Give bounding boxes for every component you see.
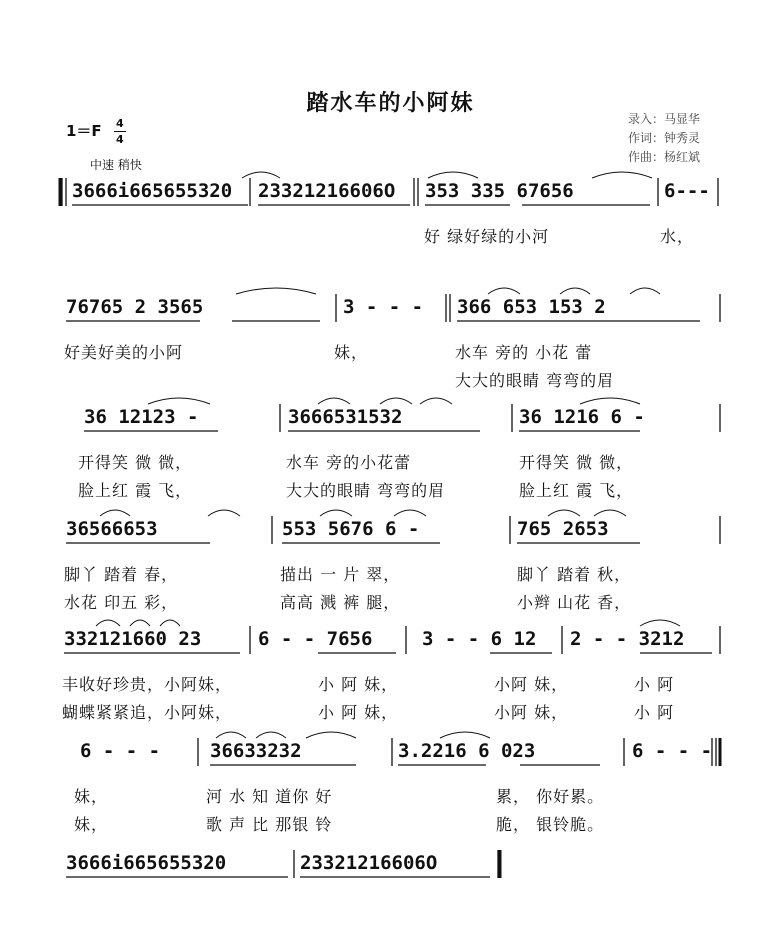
lyric-s6-6: 脆， 银铃脆。 [496, 815, 605, 834]
lyric-s4-5: 高高 溅 裤 腿， [280, 593, 401, 612]
slur [148, 398, 210, 404]
lyric-s3-3: 开得笑 微 微， [519, 453, 634, 472]
slur [208, 510, 240, 516]
lyric-s6-2: 河 水 知 道你 好 [206, 787, 333, 806]
notes-s2-m3: 366 653 153 2 [457, 296, 606, 318]
lyric-s6-1: 妹， [74, 787, 109, 806]
lyric-s6-4: 妹， [74, 815, 109, 834]
credit-recorder: 录入：马显华 [628, 112, 701, 126]
notes-s6-m4: 6 - - - [632, 740, 713, 762]
notes-s3-m2: 3666531532 [288, 406, 403, 428]
slur [130, 620, 150, 626]
lyric-s3-1: 开得笑 微 微， [78, 453, 193, 472]
slur [318, 398, 350, 404]
notes-s5-m1: 332121660 23 [64, 628, 202, 650]
slur [488, 288, 520, 294]
slur [242, 172, 280, 178]
slur [306, 732, 356, 738]
notes-s3-m1: 36 12123 - [84, 406, 199, 428]
slur [256, 732, 286, 738]
time-signature-top: 4 [116, 117, 124, 130]
tempo-marking: 中速 稍快 [90, 158, 142, 172]
slur [100, 510, 130, 516]
lyric-s1-2: 水， [660, 227, 695, 246]
lyric-s5-7: 小阿 妹， [494, 703, 569, 722]
slur [216, 732, 246, 738]
lyric-s5-8: 小 阿 [634, 703, 675, 722]
slur [630, 288, 660, 294]
lyric-s5-4: 小 阿 [634, 675, 675, 694]
lyric-s4-3: 脚丫 踏着 秋， [517, 565, 632, 584]
lyric-s6-3: 累， 你好累。 [496, 787, 605, 806]
credit-lyricist: 作词：钟秀灵 [628, 131, 701, 145]
slur [236, 288, 316, 294]
notes-s6-m3: 3.2216 6 023 [398, 740, 536, 762]
notes-s5-m3: 3 - - 6 12 [422, 628, 537, 650]
notes-s7-m1: 3666i665655320 [66, 852, 227, 874]
notes-s1-m3: 353 335 67656 [425, 180, 574, 202]
lyric-s1-1: 好 绿好绿的小河 [424, 227, 550, 246]
slur [380, 398, 412, 404]
lyric-s4-6: 小辫 山花 香， [517, 593, 632, 612]
lyric-s5-6: 小 阿 妹， [318, 703, 399, 722]
slur [394, 510, 426, 516]
lyric-s5-5: 蝴蝶紧紧追，小阿妹， [62, 703, 233, 722]
slur [560, 288, 590, 294]
notes-s4-m3: 765 2653 [517, 518, 609, 540]
lyric-s4-1: 脚丫 踏着 春， [64, 565, 179, 584]
slur [594, 510, 626, 516]
notes-s1-m1: 3666i665655320 [72, 180, 233, 202]
lyric-s6-5: 歌 声 比 那银 铃 [206, 815, 333, 834]
key-signature: 1＝F [66, 122, 102, 140]
lyric-s4-2: 描出 一 片 翠， [280, 565, 401, 584]
notes-s1-m4: 6--- [664, 180, 710, 202]
notes-s3-m3: 36 1216 6 - [519, 406, 645, 428]
notes-s2-m1: 76765 2 3565 [66, 296, 204, 318]
slur [548, 510, 580, 516]
lyric-s5-1: 丰收好珍贵，小阿妹， [62, 675, 233, 694]
song-title: 踏水车的小阿妹 [306, 90, 475, 116]
notes-s7-m2: 23321216606O [300, 852, 438, 874]
lyric-s3-5: 大大的眼睛 弯弯的眉 [286, 481, 446, 500]
time-signature-bottom: 4 [116, 133, 124, 146]
slur [320, 510, 352, 516]
lyric-s5-3: 小阿 妹， [494, 675, 569, 694]
slur [640, 620, 680, 626]
lyric-s2-4: 大大的眼睛 弯弯的眉 [455, 371, 615, 390]
notes-s5-m4: 2 - - 3212 [570, 628, 685, 650]
lyric-s3-2: 水车 旁的小花蕾 [286, 453, 412, 472]
notes-s4-m2: 553 5676 6 - [282, 518, 420, 540]
notes-s6-m2: 36633232 [210, 740, 302, 762]
lyric-s4-4: 水花 印五 彩， [64, 593, 179, 612]
slur [96, 620, 120, 626]
credit-composer: 作曲：杨红斌 [628, 150, 701, 164]
slur [420, 398, 452, 404]
lyric-s5-2: 小 阿 妹， [318, 675, 399, 694]
slur [428, 172, 478, 178]
lyric-s2-3: 水车 旁的 小花 蕾 [455, 343, 593, 362]
lyric-s3-4: 脸上红 霞 飞， [78, 481, 193, 500]
lyric-s2-1: 好美好美的小阿 [64, 343, 184, 362]
slur [580, 398, 640, 404]
notes-s6-m1: 6 - - - [80, 740, 161, 762]
lyric-s2-2: 妹， [334, 343, 369, 362]
slur [160, 620, 180, 626]
notes-s4-m1: 36566653 [66, 518, 158, 540]
notes-s2-m2: 3 - - - [343, 296, 424, 318]
notes-s5-m2: 6 - - 7656 [258, 628, 373, 650]
lyric-s3-6: 脸上红 霞 飞， [519, 481, 634, 500]
slur [440, 732, 490, 738]
slur [592, 172, 652, 178]
notes-s1-m2: 23321216606O [258, 180, 396, 202]
